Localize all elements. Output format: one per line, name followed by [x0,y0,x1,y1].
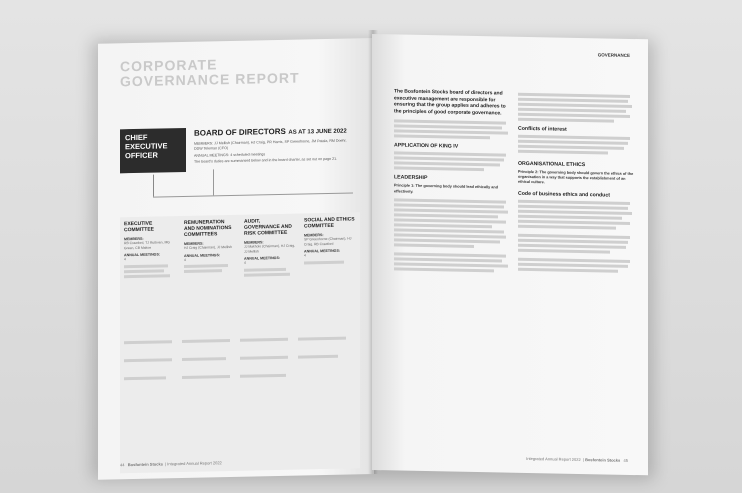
members-list: RB Crawford, TJ Ruthven, MG Green, CB Makoe [124,240,170,250]
footer-brand: Bosfontein Stocks [127,461,163,468]
committee-audit [244,218,296,279]
text-line [298,355,338,359]
left-page [98,38,374,480]
board-charter-note: The board's duties are summarised below and in the board charter, as set out on page 21. [194,156,338,164]
meetings-label: ANNUAL MEETINGS: [184,252,221,258]
text-line [394,135,490,140]
board-title-text: BOARD OF DIRECTORS [194,126,286,138]
text-line [518,214,622,219]
text-line [394,243,474,248]
leadership-principle: Principle 1: The governing body should lead ethically and effectively. [394,183,499,194]
members-label: MEMBERS: [124,236,144,242]
text-line [518,108,626,113]
members-label: MEMBERS: [184,241,204,246]
text-line [518,118,614,123]
heading-conflicts: Conflicts of interest [518,125,567,133]
text-line [124,358,172,362]
page-title [120,56,300,90]
text-line [518,224,616,229]
title-line-1: CORPORATE [120,56,218,75]
text-line [240,356,288,360]
section-badge: GOVERNANCE [597,52,630,58]
board-meetings: ANNUAL MEETINGS: 4 scheduled meetings [194,152,266,158]
connector-board [213,169,214,195]
meetings-label: ANNUAL MEETINGS: [124,252,161,258]
text-line [124,376,166,380]
members-label: MEMBERS: [244,240,264,245]
ceo-box: CHIEF EXECUTIVE OFFICER [120,128,186,173]
meetings-count: 4 [184,257,186,262]
text-line [240,338,288,342]
text-line [124,264,168,268]
committee-duties [124,328,354,387]
text-line [182,339,230,343]
heading-leadership: LEADERSHIP [394,174,428,182]
meetings-count: 4 [124,257,126,262]
text-line [184,269,222,273]
right-page [372,34,648,475]
ethics-principle: Principle 2: The governing body should govern the ethics of the organisation in a way that supports the establishment of an ethical culture. [518,169,634,185]
right-footer: Integrated Annual Report 2022 | Bosfontein Stocks 45 [526,455,628,463]
page-number: 44 [120,462,125,468]
heading-king-iv: APPLICATION OF KING IV [394,142,459,151]
text-line [298,337,346,341]
title-line-2: GOVERNANCE REPORT [120,69,300,90]
committee-executive [124,220,176,280]
text-line [240,374,286,378]
text-line [124,274,170,278]
text-line [394,223,492,228]
text-line [518,248,610,253]
footer-report: Integrated Annual Report 2022 [167,460,222,467]
heading-ethics: ORGANISATIONAL ETHICS [518,160,586,169]
text-line [518,243,626,248]
connector-horizontal [153,192,353,197]
meetings-count: 4 [244,260,246,265]
text-line [244,273,290,277]
text-line [182,357,226,361]
footer-brand: Bosfontein Stocks [585,457,621,463]
text-line [124,269,164,273]
meetings-label: ANNUAL MEETINGS: [244,256,281,261]
committee-title: EXECUTIVE COMMITTEE [124,220,154,234]
left-footer: 44 Bosfontein Stocks | Integrated Annual Report 2022 [120,460,222,468]
text-line [518,150,608,155]
text-line [394,267,494,272]
board-members: MEMBERS: JJ Mellish (Chairman), HJ Craig, PR Harris, SP Greenhorne, JM Patala, RM Doehr, DDW Teleman (CFO) [194,138,347,151]
board-title [194,125,347,138]
board-date: AS AT 13 JUNE 2022 [288,128,347,136]
members-label: MEMBERS: [304,233,324,238]
meetings-label: ANNUAL MEETINGS: [304,248,341,254]
committee-remuneration [184,219,236,275]
text-line [184,264,228,268]
members-list: HJ Craig (Chairman), JJ Mellish [184,244,232,250]
text-line [518,145,624,150]
committee-title: SOCIAL AND ETHICS COMMITTEE [304,216,355,230]
connector-ceo [153,175,154,197]
members-list: JJ Makholo (Chairman), HJ Craig, JJ Mellish [244,243,296,254]
lead-paragraph: The Bosfontein Stocks board of directors and executive management are responsible for ensuring that the group applies and adheres to the principles of good corporate governance. [394,88,506,117]
committee-social-ethics [304,216,356,266]
right-column-2 [518,91,634,275]
committee-title: AUDIT, GOVERNANCE AND RISK COMMITTEE [244,218,292,237]
right-column-1 [394,88,510,274]
text-line [394,167,484,172]
text-line [518,267,618,272]
text-line [394,162,500,167]
committee-title: REMUNERATION AND NOMINATIONS COMMITTEES [184,219,232,238]
members-list: SP Greenhorne (Chairman), HJ Craig, RB Crawford [304,236,352,247]
text-line [244,268,286,272]
page-number: 45 [623,457,628,463]
text-line [182,375,230,379]
text-line [394,213,498,218]
text-line [124,340,172,344]
heading-code-of-ethics: Code of business ethics and conduct [518,190,610,199]
meetings-count: 4 [304,253,306,258]
text-line [304,260,344,264]
text-line [394,238,500,243]
footer-report: Integrated Annual Report 2022 [526,455,581,463]
